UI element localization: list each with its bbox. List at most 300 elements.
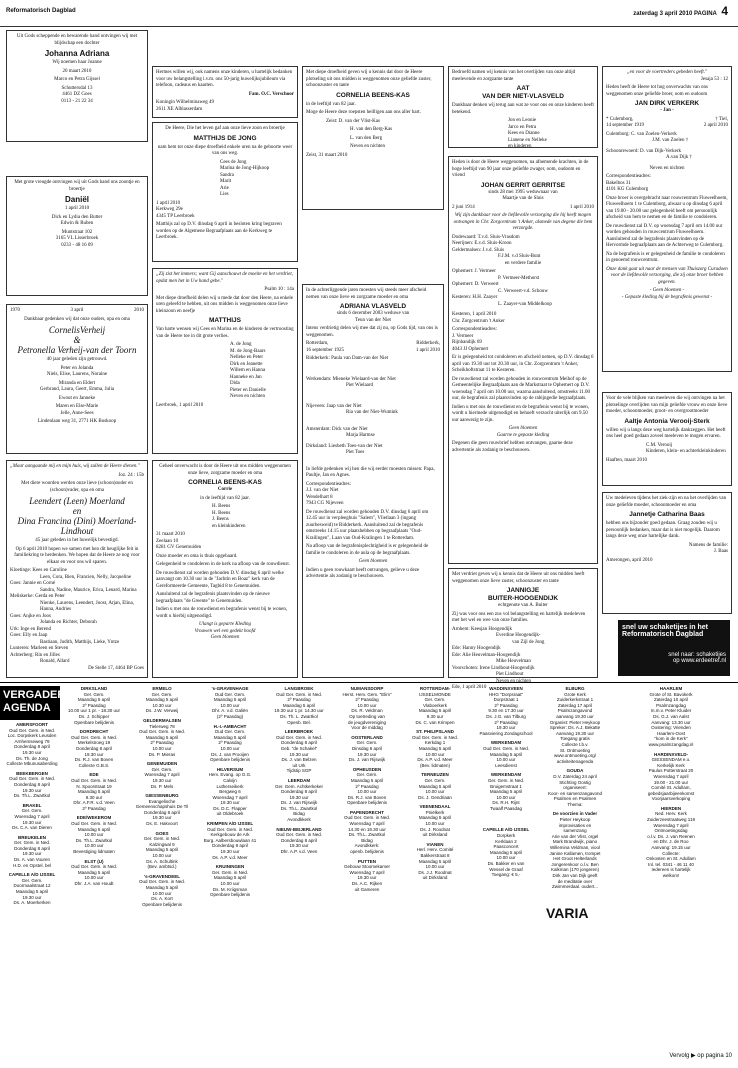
ad-name: VAN DER NIET-VLASVELD — [482, 93, 564, 100]
agenda-line: 2º Paasdag — [355, 697, 379, 703]
agenda-line: Donderdag 8 april — [281, 789, 317, 795]
agenda-line: 's-GRAVENHAGE — [211, 686, 249, 691]
ad-sub: sinds 6 december 2003 weduwe van — [336, 311, 410, 316]
ad-family: H. Beens — [212, 504, 231, 509]
ad-footer: Ulangt is geparte Kleding — [198, 622, 252, 627]
agenda-line: Willemina Veldman, viool — [549, 845, 601, 851]
agenda-line: GENEMUIDEN — [146, 761, 178, 767]
agenda-line: Lutherseikerk — [216, 783, 244, 789]
death-ad-vlasveld — [302, 284, 444, 678]
page-number: 4 — [721, 4, 728, 18]
agenda-line: Ger. Gem. — [356, 740, 378, 746]
ad-intro: Met verdriet geven wij u kennis dat de Heere uit ons midden heeft weggenomen onze lieve zuster, schoonzuster en tante — [452, 572, 585, 584]
agenda-title — [0, 686, 70, 720]
agenda-line: Tielerweg 78 — [149, 723, 175, 729]
ad-family: Ede: Alie Heuvelman-Hoogendijk — [452, 652, 521, 658]
ad-family: Nienke, Laurens, Leendert, Joost, Arjan, Elina, Hanna, Andries — [40, 600, 134, 612]
agenda-line: 10.00 uur — [425, 789, 445, 795]
ad-text: Heden heeft de Heere tot hog onverwachts van ons weggenomen onze geliefde broer, oom en oudoom — [606, 85, 708, 97]
ad-intro: Uit Gods scheppende en bewarende hand ontvingen wij met blijdschap een dochter — [16, 34, 138, 46]
agenda-column — [266, 686, 332, 1050]
agenda-line: Maandag 5 april — [350, 777, 384, 783]
promo-text: snel uw schaketijes in het — [622, 624, 708, 631]
ad-family-list — [220, 160, 294, 199]
agenda-line: Ds. J.W. Verweij — [145, 708, 179, 714]
ad-text: Onze moeder en oma is thuis opgebaard. — [156, 553, 238, 559]
agenda-line: Herst. Herv. Gem. "Elim" — [342, 691, 392, 697]
ad-text: Na de begrafenis is er gelegenheid de familie te condoleren in genoemd rouwcentrum. — [606, 251, 725, 263]
ad-text: Er is gelegenheid tot condoleren en afscheid nemen, op D.V. dinsdag 6 april van 19.30 uur tot 20.30 uur, in Chr. Zorgcentrum 't Anker, Scheikhoftstraat 11 te Kesteren. — [452, 355, 594, 373]
agenda-line: Ontmoetingsdag — [654, 828, 688, 834]
agenda-line: Bergweg 6 — [219, 789, 241, 795]
agenda-line: Maandag 5 april — [145, 885, 179, 890]
date-page — [633, 4, 728, 18]
agenda-line: Organist: Pieter Heykoop — [549, 719, 601, 725]
agenda-line: Oud Ger. Gem. in Ned. — [138, 879, 186, 885]
agenda-line: Dhr. A. v.d. Galiën — [212, 708, 248, 714]
ad-addr: 8281 GV Genemuiden — [156, 545, 202, 550]
agenda-line: 19.30 uur — [22, 819, 42, 825]
promo-link[interactable]: op www.erdeetref.nl — [672, 658, 726, 664]
ad-amp: & — [73, 335, 81, 345]
ad-family: Dirk en Jeanette — [230, 361, 263, 367]
agenda-line: uit Gameren — [354, 886, 380, 892]
agenda-line: Geb. "de Schakel" — [280, 745, 318, 751]
agenda-line: 2º Paasdag — [494, 702, 518, 708]
ad-from: J. Baas — [713, 549, 728, 554]
agenda-line: Ds. A.C. Rijken — [351, 881, 383, 886]
agenda-line: Ds. Th.L. Zwartkol — [13, 793, 51, 799]
agenda-line: Openb. Bel. — [287, 719, 311, 725]
thanks-ad-verooij — [602, 392, 732, 486]
agenda-line: 2º Paasdag — [150, 740, 174, 746]
ad-intro: De Heere, Die het leven gaf aan onze lieve zoon en broertje — [165, 126, 285, 131]
agenda-line: Maandag 5 april — [489, 751, 523, 757]
agenda-line: Maandag 5 april — [15, 889, 49, 895]
agenda-line: ELST (U) — [84, 858, 104, 864]
ad-verse: „Zij zist het immers; want Gij aanschouwt de moeite en het verdriet, opdat men het in Uw hand gebe." — [156, 272, 294, 284]
agenda-line: Psalmzangavond — [557, 708, 593, 714]
ad-text: Zij was voor ons een zus vol belangstelling en hartelijk medeleven met het wel en wee van onze families. — [452, 611, 586, 623]
agenda-line: Ds. J. Gendriaan — [418, 794, 452, 800]
ad-corr: 7943 CG Nijeveen — [306, 501, 344, 506]
agenda-line: Ds. R.J. van Boven — [347, 794, 387, 800]
ad-date: 14 september 1919 — [606, 123, 645, 128]
ad-place: Kesteren, 1 april 2010 — [452, 312, 497, 317]
agenda-line: www.psalmzangdag.nl — [648, 741, 694, 747]
ad-family: J.M. van Zoelen † — [652, 138, 689, 143]
agenda-line: Evangelische Gemeenschapshuis De Til — [135, 798, 189, 810]
agenda-line: St. Ontmoeting — [559, 747, 590, 753]
ad-family: Everdine Hoogendijk- — [496, 633, 541, 638]
agenda-line: CAPELLE A/D IJSSEL — [482, 827, 530, 833]
ad-ref: Joz. 24 : 15b — [118, 472, 144, 478]
agenda-line: 10.00 uur — [496, 757, 516, 763]
agenda-line: Ger. Gem. — [356, 772, 378, 778]
ad-sub: Teun van der Niet — [355, 317, 391, 323]
promo-text: Reformatorisch Dagblad — [622, 631, 704, 638]
ad-addr: De Stelle 17, 4464 BP Goes — [88, 665, 144, 671]
ad-family: Ria van der Niet-Wumink — [346, 410, 398, 415]
ad-name: Jannetje Catharina Baas — [629, 511, 705, 518]
agenda-line: Oud Ger. Gem. — [214, 729, 246, 735]
agenda-line: Bruigemstraat 1 — [490, 783, 522, 789]
ad-text: Indien u geen rouwkaart heeft ontvangen, gelieve u deze advertentie als zodanig te beschouwen. — [306, 567, 420, 579]
thanks-ad-baas — [602, 492, 732, 614]
ad-family: Sandra, Nadine, Maurice, Erica, Lenard, Marina — [40, 587, 137, 593]
ad-date: 31 maart 2010 — [156, 532, 185, 537]
ad-place: Haaften, maart 2010 — [606, 457, 647, 463]
agenda-line: Maandag 5 april — [213, 734, 247, 740]
agenda-line: Herv. Evang. op G.G. — [208, 772, 252, 778]
agenda-line: Oud Ger. Gem. in Ned. — [275, 691, 323, 697]
agenda-line: Ds. A. Schultink — [146, 858, 178, 864]
agenda-line: uit Dirksland — [422, 875, 448, 881]
ad-family: Amsterdam: Dick van der Niet — [306, 426, 368, 432]
ad-date: 1 april 2010 — [64, 206, 90, 211]
agenda-line: 14.30 en 19.30 uur — [348, 826, 386, 832]
agenda-line: 10.00 uur — [357, 789, 377, 795]
agenda-line: Burg. Aalbersbouwlaan 41 — [203, 837, 257, 843]
ad-parents: Dick en Lydia den Butter — [51, 214, 103, 220]
agenda-line: 10.00 uur — [425, 821, 445, 827]
agenda-line: Haarlem-Oost — [656, 730, 685, 736]
agenda-line: Kalzingwal 9 — [149, 841, 175, 847]
agenda-line: de jeugdvereniging — [347, 719, 387, 725]
agenda-line: welkom! — [662, 873, 680, 878]
agenda-line: Donderdag 8 april — [281, 740, 317, 746]
ad-family: P. Vermeer-Methorst — [498, 275, 540, 281]
ad-family: Schoonrewoerd: D. van Dijk-Verkerk — [606, 148, 681, 154]
agenda-line: Arnhemseweg 79 — [14, 738, 50, 744]
agenda-line: Ds. A. Kort — [151, 896, 173, 902]
ad-family: Arnhem: Keesjan Hoogendijk — [452, 626, 512, 632]
agenda-line: Twaalf Paasdag — [489, 805, 523, 811]
agenda-line: Merkelstroeg 19 — [77, 740, 111, 746]
agenda-line: Voor de middag — [351, 725, 383, 731]
agenda-line: NUMANSDORP — [350, 686, 384, 691]
agenda-line: Ds. J. van Belzen — [281, 757, 317, 763]
agenda-line: improvisaties en — [558, 822, 592, 828]
ad-family: Goes: Anjke en Joos — [10, 613, 51, 619]
agenda-line: 10.00 uur — [152, 890, 172, 896]
agenda-line: Maandag 5 april — [418, 858, 452, 864]
agenda-line: Woensdag 7 april — [14, 813, 50, 819]
agenda-line: HAARLEM — [659, 686, 683, 691]
agenda-line: Dorpstraat 1 — [493, 697, 519, 703]
ad-corr: 4043 JJ Ophemert — [452, 346, 489, 352]
agenda-line: Ds. A. van Vuuren — [13, 857, 51, 863]
ad-from: Kinderen, klein- en achterkleinkinderen — [646, 449, 726, 454]
agenda-line: Maandag 5 april — [418, 783, 452, 789]
agenda-line: Ned. Herv. Kerk — [655, 811, 687, 817]
birth-ad-johanna — [6, 30, 148, 142]
agenda-line: Ds. R.J. van Boven — [74, 757, 114, 763]
ad-family: Neven en nichten — [230, 394, 265, 399]
ad-from: Fam. O.C. Verschoor — [248, 91, 294, 97]
ad-text: De rouwdienst zal worden gehouden D.V. dinsdag 6 april om 12.45 uur in verpleeghuis "Salem", Vlietlaan 3 (ingang zuurbesweid) te Ridderkerk. Aansluitend zal de begrafenis omstreeks 14.15 uur plaatshebben op begraafplaats "Oud-Krailingen", Laan van Oud-Kralingen 1 te Rotterdam. — [306, 509, 429, 541]
agenda-line: uit Oldebroek — [216, 811, 244, 817]
agenda-line: KRIMPEN A/D IJSSEL — [206, 821, 254, 827]
ad-intro: Met grote vreugde ontvingen wij uit Gods hand ons zoontje en broertje — [14, 180, 140, 192]
agenda-line: Ds. J. Schipper — [78, 713, 110, 719]
ad-verse: „en voor de voertreders gebeden heeft." — [626, 70, 708, 75]
agenda-line: Oud Ger. Gem. in Ned. — [275, 832, 323, 838]
ad-family: L. van den Berg — [350, 135, 383, 141]
agenda-line: www.ontmoeting.org/ — [553, 753, 597, 759]
ad-footer: - Geen bloemen - — [649, 288, 685, 293]
ad-date: 1 april 2010 — [156, 200, 181, 206]
agenda-line: Collecte G.B.S. — [78, 762, 110, 768]
agenda-line: WERKENDAM — [490, 740, 522, 746]
agenda-line: Woensdag 7 april — [653, 773, 689, 779]
arrow-right-icon: ▶ — [691, 1053, 696, 1059]
ad-text: De rouwdienst zal D.V. op woensdag 7 april om 14.00 uur worden gehouden in rouwcentrum Fluweelhoem. Aansluitend zal de begrafenis plaatsvinden op de Hervormde begraafplaats aan de Achterweg te Culemborg. — [606, 223, 724, 248]
ad-verse: „Maar aangaande mij en mijn huis, wij zullen de Heere dienen." — [10, 464, 140, 469]
ad-intro: Geheel onverwacht is door de Heere uit ons midden weggenomen onze lieve, zorgzame moeder en oma — [159, 464, 291, 476]
ad-family-list — [230, 342, 294, 401]
ad-corr: Wendelhart 8 — [306, 494, 333, 500]
agenda-line: Onkosten en St. Adullam — [646, 856, 696, 862]
agenda-line: Ger. Gem. in Ned. — [487, 777, 525, 783]
agenda-line: Kerkgebouw de Ark — [210, 832, 250, 838]
agenda-line: BREUKELEN — [17, 834, 46, 840]
ad-family: van Zijl de Jong — [512, 639, 545, 645]
agenda-line: Oud Ger. Gem. — [214, 691, 246, 697]
agenda-line: Vlaboerkerk — [422, 702, 447, 708]
agenda-line: Zaterdag 10 april — [653, 697, 689, 703]
agenda-line: AMERSFOORT — [16, 722, 48, 727]
agenda-line: Maandag 5 april — [145, 847, 179, 853]
vervolg-note[interactable] — [669, 1052, 732, 1059]
ad-addr: Kerkweg 29e — [156, 207, 183, 212]
agenda-line: Ds. A. Moerkerken — [13, 900, 51, 906]
ad-name: MATTHIJS — [208, 317, 242, 324]
agenda-line: VEENENDAAL — [419, 804, 451, 810]
agenda-line: Ds. Th. L. Zwartkol — [280, 713, 318, 719]
death-ad-beens-kas — [302, 66, 444, 210]
agenda-line: Oud Ger. Gem. in Ned. — [343, 815, 391, 821]
agenda-line: Gebouw Stoomekamer — [343, 864, 391, 870]
agenda-line: HILVERSUM — [216, 766, 244, 772]
agenda-line: Oud Ger. Gem. in Ned. — [138, 729, 186, 735]
ad-family: H. van den Berg-Kas — [350, 127, 393, 132]
ad-call: Wij noemen haar Joanne — [52, 60, 102, 65]
agenda-line: Openbare belijdenis — [209, 757, 251, 763]
agenda-line: Maandag 5 april — [282, 702, 316, 708]
agenda-line: 9.30 uur — [85, 794, 103, 800]
ad-family: Kees en Dianne — [508, 131, 540, 136]
agenda-line: 9.30 en 17.30 uur — [488, 708, 524, 714]
agenda-line: Openbare belijdenis — [346, 800, 388, 806]
agenda-line: Ds. A.P. v.d. Meer — [212, 854, 248, 860]
agenda-line: gebedsjaarbijeenkomst — [647, 790, 695, 796]
ad-family: Arie — [220, 185, 229, 191]
agenda-line: Arie van der Vlist, orgel — [551, 833, 599, 839]
ad-footer: Geen bloemen — [210, 635, 240, 640]
agenda-line: de meditatie over — [557, 878, 593, 884]
promo-banner[interactable] — [618, 620, 730, 676]
agenda-title-line: AGENDA — [3, 702, 51, 714]
ad-family: Dida — [230, 381, 240, 386]
ad-place: * Culemborg, — [606, 116, 634, 122]
ad-family: H. Beens — [212, 510, 231, 516]
ad-text: Van harte wensen wij Cees en Marina en de kinderen de vertroosting van de Heere toe in dit grote verlies. — [156, 327, 294, 339]
agenda-line: Zuiderkerkstraat 1 — [556, 697, 594, 703]
agenda-column — [198, 686, 262, 1050]
ad-text: willen wij u langs deze weg hartelijk dankzeggen. Het heeft ons heel goed gedaan zoveel meeleven te mogen ervaren. — [606, 427, 726, 439]
agenda-line: HIERDEN — [660, 805, 682, 811]
agenda-line: Leesdienst — [495, 762, 517, 768]
agenda-line: Oostering: Vrienden — [651, 725, 691, 731]
ad-addr: 3165 VL Lisserbroek — [55, 236, 99, 241]
ad-name: CornelisVerheij — [48, 325, 106, 335]
agenda-line: Ds. E. Hakvoort — [146, 821, 178, 827]
agenda-line: Aanvang 19.30 uur — [555, 730, 595, 736]
ad-family: Nijeveen: Jaap van der Niet — [306, 403, 362, 409]
agenda-line: BEEKBERGEN — [16, 770, 48, 776]
ad-text: 40 jaar geleden zijn getrouwd. — [46, 357, 108, 362]
agenda-line: 19.30 uur — [22, 851, 42, 857]
ad-family: Kesteren: H.H. Zaayer — [452, 295, 498, 300]
agenda-line: ROTTERDAM- — [419, 686, 451, 691]
agenda-line: VIANEN — [426, 841, 444, 847]
agenda-line: GIESSENBURG — [145, 793, 179, 799]
agenda-line: Dorpkerk — [496, 833, 516, 839]
agenda-line: Kalkman (170 jongeren) — [550, 867, 600, 873]
agenda-line: LEERBROEK — [284, 729, 314, 735]
ad-text: Degenen die geen rouwbrief hebben ontvangen, gaarne deze advertentie als zodanig te beschouwen. — [452, 441, 573, 453]
agenda-line: Maandag 5 april — [145, 734, 179, 740]
ad-name: AAT — [516, 85, 530, 92]
agenda-line: 2º Paasdag — [218, 740, 242, 746]
ad-family: Miranda en Eldert — [58, 380, 96, 386]
ad-sub: - Jan - — [660, 108, 674, 113]
agenda-line: Ger. Gem. — [424, 777, 446, 783]
pagina-label: PAGINA — [693, 11, 717, 17]
agenda-line: m.m.v. Peter Kluider — [650, 708, 692, 714]
ad-family: Neerijnen: E.v.d. Sluis-Kroon — [452, 241, 512, 246]
agenda-line: Ds. R. Veldman — [351, 708, 383, 714]
agenda-line: ST. PHILIPSLAND — [416, 729, 454, 735]
death-ad-verkerk — [602, 66, 732, 372]
ad-name: Leendert (Leen) Moerland — [29, 496, 125, 506]
ad-text: hebben ons bijzonder goed gedaan. Graag zouden wij u persoonlijk bedanken, maar dat is niet mogelijk. Daarom langs deze weg onze hartelijke dank. — [606, 521, 720, 539]
agenda-line: Wessel de Graaf — [489, 866, 523, 872]
agenda-line: Collecte t.b.v. — [561, 741, 589, 747]
ad-name: Aaltje Antonia Verooij-Sterk — [624, 417, 710, 425]
agenda-line: Iedereen is hartelijk — [651, 867, 691, 873]
agenda-line: Voorjaarsverkoping — [651, 796, 691, 802]
ad-corr: J. Vermeer — [452, 333, 474, 339]
agenda-divider — [0, 682, 738, 683]
ad-text: De rouwdienst zal worden gehouden in rouwcentrum Meihof op de Gemeentelijke Begraafplaats aan de Markstraat te Ophemert op D.V. woensdag 7 april om 10.00 uur, waarna aansluitend, omstreeks 11.00 uur, de begrafenis zal plaatsvinden op de rabijngedie begraafplaats. — [452, 376, 591, 401]
agenda-line: Ds. A.P. v.d. Meer — [417, 757, 453, 763]
agenda-line: 19.30 uur — [289, 794, 309, 800]
ad-text: Matthijs zal op D.V. dinsdag 6 april in besloten kring begraven worden op de Algemene Begraafplaats aan de Kerkweg te Leerbroek. — [156, 222, 282, 240]
agenda-line: Zwimmerdaal. oudert... — [551, 884, 598, 890]
death-ad-matthijs — [152, 268, 298, 454]
agenda-line: 2º Paasdag — [82, 702, 106, 708]
ad-family: Mike Heuvelman — [496, 659, 531, 664]
ad-family: Jolanda en Richter, Deborah — [40, 620, 97, 625]
agenda-line: 10.00 uur — [220, 702, 240, 708]
agenda-line: 10.00 uur — [496, 794, 516, 800]
ad-intro: Uw medeleven tijdens het ziek-zijn en na het overlijden van onze geliefde moeder, schoonmoeder en oma — [606, 496, 727, 508]
agenda-line: D.V. Zaterdag 24 april — [553, 773, 597, 779]
ad-name: ADRIANA VLASVELD — [339, 303, 407, 310]
ad-date: 16 september 1925 — [306, 347, 345, 353]
agenda-line: Maandag 5 april — [418, 708, 452, 714]
anniversary-ad-verheij — [6, 304, 148, 454]
ad-family: Piet Wielaard — [346, 383, 374, 388]
agenda-line: Mark Brandwijk, piano — [552, 839, 598, 845]
ad-addr: Muntstraat 102 — [61, 229, 93, 235]
ad-intro: Bedroefd namen wij kennis van het overlijden van onze altijd meelevende en zorgzame tante — [452, 70, 576, 82]
agenda-line: Dinsdag 6 april — [351, 745, 383, 751]
death-ad-de-jong — [152, 122, 298, 262]
vervolg-page: op pagina 10 — [697, 1053, 732, 1059]
ad-text: Indien u met ons de rouwdienst en de begrafenis wenst bij te wonen, wordt u hiermede uitgenodigd en behoeft verzocht uiterlijk om 9.50 uur aanwezig te zijn. — [452, 404, 590, 423]
agenda-column — [402, 686, 468, 1050]
agenda-line: EDE/WEKEROM — [76, 815, 112, 821]
agenda-line: H.D. en Opstel. bel — [12, 862, 52, 868]
agenda-column — [544, 686, 606, 1050]
agenda-line: Oud Ger. Gem. in Ned. — [70, 777, 118, 783]
agenda-line: 10.00 uur — [84, 843, 104, 849]
agenda-line: 10.00 uur — [220, 881, 240, 886]
agenda-line: Ds. C.A. van Dieren — [12, 825, 52, 831]
ad-family: Werkendam: Mieneke Wielaard-van der Niet — [306, 376, 396, 382]
agenda-line: 9.30 uur — [426, 713, 444, 719]
ad-family: en kinderen — [508, 144, 532, 149]
ad-family: C. Verweert-v.d. Schouw — [498, 288, 548, 294]
ad-family: Neven en nichten — [649, 165, 685, 171]
agenda-column — [130, 686, 194, 1050]
agenda-line: Donderdag 8 april — [14, 781, 50, 787]
agenda-line: Ds. G.J. van Aalst — [653, 713, 689, 719]
ad-corr: Correspondentieadres: — [606, 174, 651, 179]
ad-place: Ede, 1 april 2010 — [452, 685, 487, 690]
agenda-line: Bevestiging lidmaten — [73, 849, 115, 855]
agenda-line: 10.00 uur — [496, 855, 516, 861]
agenda-line: Oud Ger. Gem. in Ned. — [70, 821, 118, 827]
ad-intro: Met diere woorden werden onze lieve (schoon)ouder en (schoon)vader, opa en oma — [21, 481, 133, 493]
agenda-line: Ds. Th.L. Zwartkol — [348, 832, 386, 838]
agenda-line: Maandag 5 april — [213, 697, 247, 703]
agenda-line: Openbare belijdenis — [209, 892, 251, 898]
ad-family: Peter en Jolanda — [60, 365, 94, 371]
agenda-line: Aanvang: 13.30 uur — [651, 719, 691, 725]
agenda-line: Avondkkerk: — [354, 843, 380, 849]
ad-date: 2 april 2010 — [703, 123, 728, 128]
agenda-column — [610, 686, 732, 1050]
agenda-line: LANGBROEK — [284, 686, 314, 691]
ad-tel: 0233 - 48 16 09 — [61, 242, 93, 248]
agenda-line: 2º Paasdag — [355, 783, 379, 789]
agenda-line: Maandag 5 april — [77, 697, 111, 703]
agenda-line: uit Urk — [292, 762, 306, 768]
agenda-line: 19.30 uur — [152, 777, 172, 783]
ad-footer: - Gepaste kleding bij de begrafenis gewenst - — [621, 294, 713, 300]
ad-family: Ronald, Allard — [40, 659, 70, 664]
ad-place: Ridderkerk, — [416, 341, 440, 346]
agenda-line: 19.30 uur — [357, 751, 377, 757]
agenda-line: en Dhr. J. de Roo — [653, 839, 689, 845]
agenda-line: EDE — [89, 772, 99, 778]
ad-family: A.van Dijk † — [666, 155, 692, 160]
agenda-line: Woensdag 7 april — [212, 794, 248, 800]
